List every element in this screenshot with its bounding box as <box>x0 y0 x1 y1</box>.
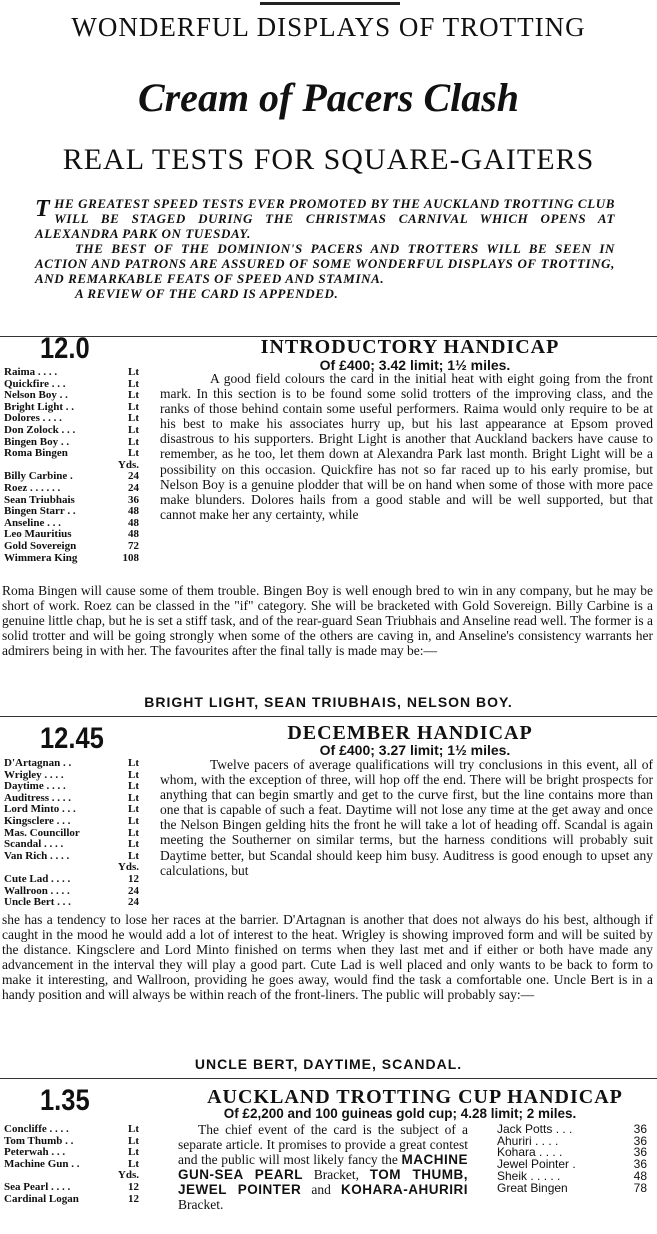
handicap-mark: 108 <box>122 551 139 564</box>
race-description-continued <box>2 583 653 658</box>
and-word: and <box>311 1181 331 1197</box>
horse-name: Sean Triubhais <box>4 493 75 506</box>
handicap-mark: Lt <box>128 826 139 839</box>
handicap-mark: Lt <box>128 1157 139 1170</box>
race-description <box>178 1123 468 1212</box>
handicap-mark: Lt <box>128 803 139 816</box>
yards-label: Yds. <box>117 1169 139 1182</box>
horse-name: Leo Mauritius <box>4 528 72 541</box>
yards-label: Yds. <box>117 458 139 471</box>
horse-name: Van Rich . . . . <box>4 849 70 862</box>
entry-list-right <box>497 1124 647 1194</box>
bracket-word: Bracket, <box>313 1166 360 1182</box>
horse-name: Quickfire . . . <box>4 377 66 390</box>
handicap-mark: Lt <box>128 1134 139 1147</box>
handicap-mark: Lt <box>128 1123 139 1135</box>
intro-para-1: HE GREATEST SPEED TESTS EVER PROMOTED BY THE AUCKLAND TROTTING CLUB WILL BE STAGED DURING THE CHRISTMAS CARNIVAL WHICH OPENS AT ALEXANDRA PARK ON TUESDAY. <box>35 196 615 241</box>
horse-name: Nelson Boy . . <box>4 389 68 402</box>
handicap-mark: 24 <box>128 896 139 909</box>
entry-row <box>4 758 139 770</box>
handicap-mark: Lt <box>128 757 139 769</box>
race-description-continued-text: Roma Bingen will cause some of them trouble. Bingen Boy is well enough bred to win in any company, but he may be short of work. Roez can be classed in the "if" category. She will be bracketed with Gold Sovereign. Billy Carbine is a genuine little chap, but he is set a stiff task, and of the rear-guard Sean Triubhais and Anseline read well. The former is a solid trotter and will be going strongly when some of the others are caving in, and Anseline's consistency warrants her admirers being in with her. The favourites after the final tally is made may be:— <box>2 583 653 659</box>
horse-name: Wrigley . . . . <box>4 768 64 781</box>
handicap-mark: Lt <box>128 389 139 402</box>
race-description-text: Twelve pacers of average qualifications will try conclusions in this event, all of whom, with the exception of three, will hop off the end. There will be bright prospects for anything that can begin smartly and get to the curve first, but the line contains more than one that is capable of such a feat. Daytime will not lose any time at the get away and once the Nelson Bingen gelding hits the front he will take a lot of heading off. Scandal is again meeting the Southerner on similar terms, but the harness conditions will probably suit Daytime better, but Scandal should keep him busy. Auditress is good enough to upset any calculations, but <box>160 757 653 878</box>
race-time: 12.0 <box>40 332 90 365</box>
horse-name: Lord Minto . . . <box>4 803 76 816</box>
race-description-text: A good field colours the card in the initial heat with eight going from the front mark. In this section is to be found some solid trotters of the improving class, and the ranks of those behind contain some useful performers. Raima would only require to be at his best to make his associates hurry up, but his last appearance at Epsom proved disastrous to his supporters. Bright Light is another that Auckland backers have cause to remember, as he too, let them down at Alexandra Park last month. Bright Light will be a possibility on this occasion. Quickfire has not so far raced up to his early promise, but Nelson Boy is a genuine plodder that will be on hand when some of those with more pace make blunders. Dolores hails from a good stable and will be well supported, but that cannot make her any certainty, while <box>160 371 653 522</box>
horse-name: Roma Bingen <box>4 447 68 460</box>
horse-name: Sheik . . . . . <box>497 1168 561 1183</box>
race-terms: Of £400; 3.27 limit; 1½ miles. <box>319 742 511 758</box>
horse-name: Ahuriri . . . . <box>497 1133 559 1148</box>
entry-row <box>497 1180 647 1195</box>
race-description <box>160 371 653 581</box>
horse-name: Uncle Bert . . . <box>4 896 71 909</box>
handicap-mark: Lt <box>128 768 139 781</box>
entry-row <box>4 1124 139 1136</box>
handicap-mark: Lt <box>128 838 139 851</box>
horse-name: Roez . . . . . . <box>4 481 61 494</box>
handicap-mark: Lt <box>128 435 139 448</box>
horse-name: D'Artagnan . . <box>4 757 72 769</box>
horse-name: Anseline . . . <box>4 516 61 529</box>
horse-name: Concliffe . . . . <box>4 1123 69 1135</box>
horse-name: Wallroon . . . . <box>4 884 70 897</box>
horse-name: Auditress . . . . <box>4 791 72 804</box>
race-terms: Of £400; 3.42 limit; 1½ miles. <box>319 357 511 373</box>
entry-row <box>4 367 139 379</box>
horse-name: Sea Pearl . . . . <box>4 1180 71 1193</box>
dropcap: T <box>35 196 51 222</box>
handicap-mark: Lt <box>128 1146 139 1159</box>
headline-secondary: REAL TESTS FOR SQUARE-GAITERS <box>62 143 595 176</box>
horse-name: Bright Light . . <box>4 400 74 413</box>
race-terms: Of £2,200 and 100 guineas gold cup; 4.28 limit; 2 miles. <box>223 1106 577 1121</box>
entry-row <box>4 816 139 828</box>
handicap-mark: 12 <box>128 872 139 885</box>
race-title: INTRODUCTORY HANDICAP <box>260 336 560 358</box>
headline-main: WONDERFUL DISPLAYS OF TROTTING <box>71 12 586 42</box>
bracket-word: Bracket. <box>178 1196 224 1212</box>
top-rule <box>260 2 400 5</box>
handicap-mark: Lt <box>128 400 139 413</box>
entry-list <box>4 1124 139 1205</box>
entry-row <box>4 506 139 518</box>
handicap-mark: 78 <box>633 1180 647 1195</box>
handicap-mark: 72 <box>128 539 139 552</box>
horse-name: Wimmera King <box>4 551 78 564</box>
race-verdict: UNCLE BERT, DAYTIME, SCANDAL. <box>194 1056 463 1072</box>
entry-row <box>4 553 139 565</box>
horse-name: Cardinal Logan <box>4 1192 79 1205</box>
entry-row <box>4 1182 139 1194</box>
horse-name: Billy Carbine . <box>4 470 73 483</box>
entry-row <box>4 1194 139 1206</box>
handicap-mark: 48 <box>128 505 139 518</box>
selection-2: TOM THUMB, JEWEL POINTER <box>178 1166 468 1197</box>
handicap-mark: 48 <box>128 528 139 541</box>
entry-row <box>4 448 139 460</box>
handicap-mark: Lt <box>128 791 139 804</box>
handicap-mark: 24 <box>128 884 139 897</box>
handicap-mark: Lt <box>128 377 139 390</box>
race-time: 12.45 <box>40 722 104 755</box>
handicap-mark: 36 <box>633 1122 647 1136</box>
handicap-mark: 36 <box>633 1133 647 1148</box>
handicap-mark: 48 <box>633 1168 647 1183</box>
horse-name: Tom Thumb . . <box>4 1134 74 1147</box>
handicap-mark: 12 <box>128 1192 139 1205</box>
handicap-mark: Lt <box>128 849 139 862</box>
entry-list <box>4 367 139 564</box>
race-verdict: BRIGHT LIGHT, SEAN TRIUBHAIS, NELSON BOY. <box>144 694 513 710</box>
handicap-mark: Lt <box>128 366 139 378</box>
horse-name: Mas. Councillor <box>4 826 80 839</box>
horse-name: Raima . . . . <box>4 366 58 378</box>
horse-name: Great Bingen <box>497 1180 568 1195</box>
handicap-mark: 48 <box>128 516 139 529</box>
intro-block <box>35 196 615 301</box>
race-description-text: The chief event of the card is the subject of a separate article. It promises to provide a great contest and the public will most likely fancy the <box>178 1122 468 1167</box>
entry-row <box>4 483 139 495</box>
race-time: 1.35 <box>40 1084 90 1117</box>
horse-name: Daytime . . . . <box>4 780 66 793</box>
horse-name: Cute Lad . . . . <box>4 872 71 885</box>
selection-3: KOHARA-AHURIRI <box>341 1181 469 1197</box>
race-title: AUCKLAND TROTTING CUP HANDICAP <box>207 1086 623 1108</box>
horse-name: Bingen Starr . . <box>4 505 76 518</box>
handicap-mark: Lt <box>128 447 139 460</box>
horse-name: Bingen Boy . . <box>4 435 70 448</box>
handicap-mark: 36 <box>633 1145 647 1160</box>
entry-row <box>4 839 139 851</box>
handicap-mark: Lt <box>128 412 139 425</box>
race-description <box>160 757 653 912</box>
yards-label: Yds. <box>117 861 139 874</box>
selection-1: MACHINE GUN-SEA PEARL <box>178 1151 469 1182</box>
race-title: DECEMBER HANDICAP <box>287 722 533 744</box>
entry-row <box>4 541 139 553</box>
entry-list <box>4 758 139 909</box>
race-description-continued-text: she has a tendency to lose her races at the barrier. D'Artagnan is another that does not always do his best, although if caught in the mood he would add a lot of interest to the heat. Wrigley is showing improved form and will be suited by the distance. Kingsclere and Lord Minto finished on terms when they last met and if either or both have made any advancement in the interval they will play a good part. Cute Lad is well placed and only wants to be back to form to make it interesting, and Wallroon, providing he goes away, would find the task a comfortable one. Uncle Bert is in a handy position and will always be within reach of the front-liners. The public will probably say:— <box>2 912 653 1003</box>
handicap-mark: Lt <box>128 814 139 827</box>
handicap-mark: 36 <box>128 493 139 506</box>
entry-row <box>4 425 139 437</box>
intro-para-3: A REVIEW OF THE CARD IS APPENDED. <box>75 286 339 301</box>
entry-row <box>4 897 139 909</box>
handicap-mark: 24 <box>128 470 139 483</box>
horse-name: Machine Gun . . <box>4 1157 80 1170</box>
handicap-mark: 36 <box>633 1157 647 1172</box>
horse-name: Don Zolock . . . <box>4 423 76 436</box>
handicap-mark: Lt <box>128 423 139 436</box>
horse-name: Jack Potts . . . <box>497 1122 573 1136</box>
intro-para-2: THE BEST OF THE DOMINION'S PACERS AND TROTTERS WILL BE SEEN IN ACTION AND PATRONS ARE ASSURED OF SOME WONDERFUL DISPLAYS OF TROTTING, AND REMARKABLE FEATS OF SPEED AND STAMINA. <box>35 241 615 286</box>
horse-name: Kohara . . . . <box>497 1145 563 1160</box>
race-description-continued <box>2 912 653 1003</box>
headline-subtitle: Cream of Pacers Clash <box>137 75 520 120</box>
horse-name: Jewel Pointer . <box>497 1157 576 1172</box>
divider <box>0 1078 657 1079</box>
horse-name: Gold Sovereign <box>4 539 77 552</box>
horse-name: Scandal . . . . <box>4 838 64 851</box>
divider <box>0 716 657 717</box>
handicap-mark: 12 <box>128 1180 139 1193</box>
horse-name: Kingsclere . . . <box>4 814 71 827</box>
handicap-mark: Lt <box>128 780 139 793</box>
entry-row <box>4 874 139 886</box>
horse-name: Peterwah . . . <box>4 1146 66 1159</box>
handicap-mark: 24 <box>128 481 139 494</box>
horse-name: Dolores . . . . <box>4 412 62 425</box>
